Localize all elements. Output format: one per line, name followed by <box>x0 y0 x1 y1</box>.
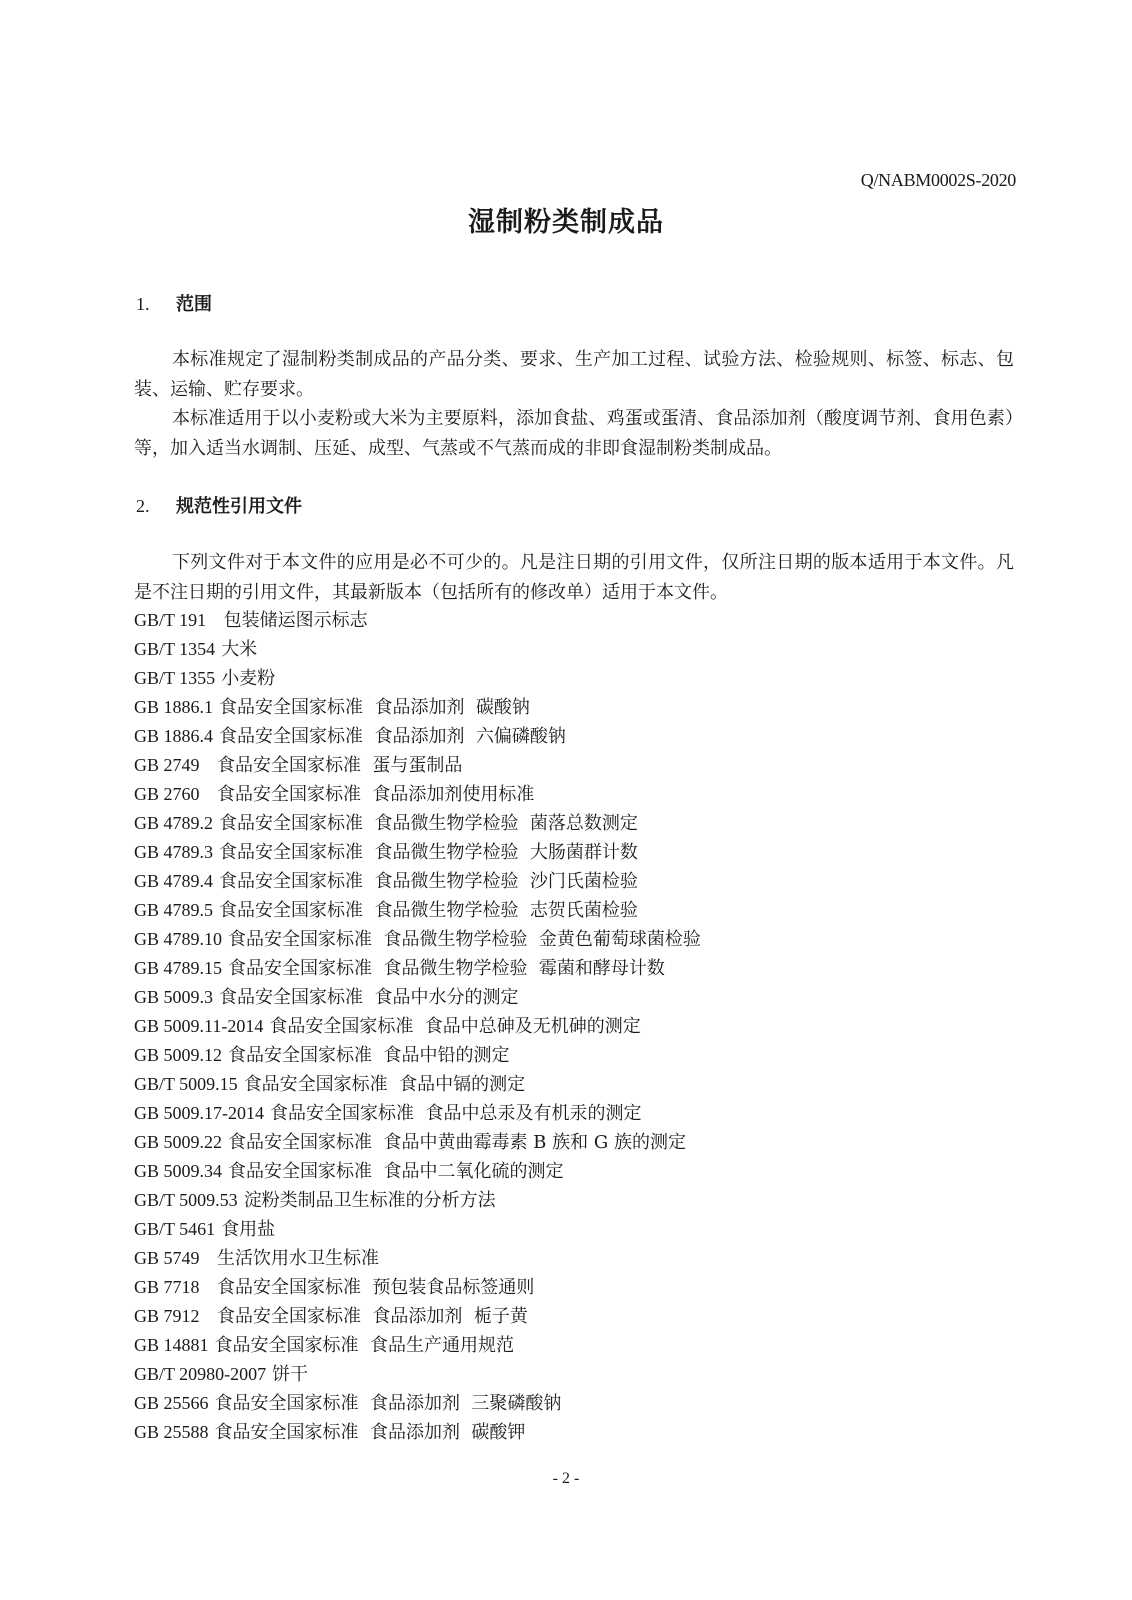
reference-item <box>134 1041 701 1070</box>
reference-code: GB 5009.17-2014 <box>134 1103 264 1123</box>
section-1-title: 范围 <box>176 294 212 315</box>
references-intro: 下列文件对于本文件的应用是必不可少的。凡是注日期的引用文件，仅所注日期的版本适用于本文件。凡是不注日期的引用文件，其最新版本（包括所有的修改单）适用于本文件。 <box>134 552 1014 603</box>
reference-title: 食品安全国家标准 食品中铅的测定 <box>228 1045 510 1066</box>
reference-code: GB 7718 <box>134 1277 200 1297</box>
reference-code: GB 4789.15 <box>134 958 223 978</box>
reference-title: 食品安全国家标准 食品添加剂使用标准 <box>205 784 535 805</box>
reference-code: GB 4789.2 <box>134 813 214 833</box>
reference-title: 大米 <box>221 639 258 660</box>
reference-title: 食品安全国家标准 食品微生物学检验 金黄色葡萄球菌检验 <box>228 929 701 950</box>
reference-item <box>134 896 701 925</box>
reference-item <box>134 1389 701 1418</box>
reference-title: 淀粉类制品卫生标准的分析方法 <box>243 1190 496 1211</box>
reference-title: 饼干 <box>272 1364 309 1385</box>
reference-item <box>134 1128 701 1157</box>
reference-title: 食品安全国家标准 蛋与蛋制品 <box>205 755 463 776</box>
reference-code: GB 5009.34 <box>134 1161 223 1181</box>
page-number: - 2 - <box>552 1470 580 1487</box>
reference-item <box>134 722 701 751</box>
reference-title: 食品安全国家标准 食品微生物学检验 霉菌和酵母计数 <box>228 958 665 979</box>
reference-code: GB 5009.11-2014 <box>134 1016 264 1036</box>
reference-code: GB/T 5009.53 <box>134 1190 238 1210</box>
section-2-heading <box>136 492 302 518</box>
reference-code: GB 5009.22 <box>134 1132 223 1152</box>
reference-code: GB/T 20980-2007 <box>134 1364 267 1384</box>
reference-item <box>134 983 701 1012</box>
section-1-heading <box>136 290 212 316</box>
reference-item <box>134 1157 701 1186</box>
reference-item <box>134 751 701 780</box>
reference-title: 包装储运图示标志 <box>212 610 368 631</box>
reference-code: GB 5009.12 <box>134 1045 223 1065</box>
standard-number: Q/NABM0002S-2020 <box>860 170 1016 190</box>
reference-title: 食品安全国家标准 食品中总汞及有机汞的测定 <box>270 1103 642 1124</box>
reference-item <box>134 780 701 809</box>
reference-code: GB 4789.5 <box>134 900 214 920</box>
scope-paragraph-1: 本标准规定了湿制粉类制成品的产品分类、要求、生产加工过程、试验方法、检验规则、标签、标志、包装、运输、贮存要求。 <box>134 349 1014 400</box>
reference-item <box>134 1186 701 1215</box>
reference-title: 食品安全国家标准 食品中总砷及无机砷的测定 <box>269 1016 641 1037</box>
reference-title: 食品安全国家标准 食品生产通用规范 <box>214 1335 514 1356</box>
reference-code: GB 5009.3 <box>134 987 214 1007</box>
reference-code: GB 25566 <box>134 1393 209 1413</box>
reference-item <box>134 1331 701 1360</box>
reference-title: 食品安全国家标准 食品添加剂 碳酸钾 <box>214 1422 526 1443</box>
reference-code: GB 4789.4 <box>134 871 214 891</box>
reference-title: 食品安全国家标准 预包装食品标签通则 <box>205 1277 535 1298</box>
reference-title: 食品安全国家标准 食品微生物学检验 菌落总数测定 <box>219 813 638 834</box>
reference-item <box>134 664 701 693</box>
reference-code: GB 2749 <box>134 755 200 775</box>
reference-title: 小麦粉 <box>221 668 276 689</box>
reference-code: GB/T 5461 <box>134 1219 216 1239</box>
reference-item <box>134 635 701 664</box>
reference-item <box>134 1302 701 1331</box>
section-2-title: 规范性引用文件 <box>176 496 302 517</box>
section-1-number: 1. <box>136 294 150 314</box>
reference-item <box>134 1215 701 1244</box>
reference-title: 食品安全国家标准 食品中二氧化硫的测定 <box>228 1161 564 1182</box>
reference-title: 生活饮用水卫生标准 <box>205 1248 379 1269</box>
document-title: 湿制粉类制成品 <box>468 207 664 238</box>
scope-paragraph-2: 本标准适用于以小麦粉或大米为主要原料，添加食盐、鸡蛋或蛋清、食品添加剂（酸度调节剂、食用色素）等，加入适当水调制、压延、成型、气蒸或不气蒸而成的非即食湿制粉类制成品。 <box>134 408 1014 459</box>
reference-list <box>134 606 701 1447</box>
reference-code: GB 5749 <box>134 1248 200 1268</box>
reference-item <box>134 838 701 867</box>
reference-item <box>134 693 701 722</box>
reference-title: 食品安全国家标准 食品中镉的测定 <box>243 1074 526 1095</box>
reference-item <box>134 1070 701 1099</box>
section-2-number: 2. <box>136 496 150 516</box>
reference-code: GB/T 5009.15 <box>134 1074 238 1094</box>
reference-item <box>134 606 701 635</box>
reference-title: 食品安全国家标准 食品微生物学检验 沙门氏菌检验 <box>219 871 638 892</box>
reference-code: GB/T 1355 <box>134 668 216 688</box>
reference-code: GB 4789.3 <box>134 842 214 862</box>
reference-title: 食用盐 <box>221 1219 276 1240</box>
reference-item <box>134 925 701 954</box>
reference-item <box>134 809 701 838</box>
reference-title: 食品安全国家标准 食品添加剂 碳酸钠 <box>219 697 530 718</box>
reference-title: 食品安全国家标准 食品微生物学检验 志贺氏菌检验 <box>219 900 638 921</box>
reference-code: GB 1886.4 <box>134 726 214 746</box>
reference-item <box>134 1244 701 1273</box>
reference-title: 食品安全国家标准 食品中水分的测定 <box>219 987 519 1008</box>
reference-code: GB 2760 <box>134 784 200 804</box>
reference-item <box>134 1099 701 1128</box>
reference-title: 食品安全国家标准 食品添加剂 三聚磷酸钠 <box>214 1393 562 1414</box>
reference-code: GB/T 1354 <box>134 639 216 659</box>
reference-item <box>134 954 701 983</box>
reference-title: 食品安全国家标准 食品微生物学检验 大肠菌群计数 <box>219 842 638 863</box>
reference-title: 食品安全国家标准 食品添加剂 栀子黄 <box>205 1306 528 1327</box>
reference-code: GB/T 191 <box>134 610 207 630</box>
reference-code: GB 1886.1 <box>134 697 214 717</box>
reference-code: GB 25588 <box>134 1422 209 1442</box>
reference-item <box>134 1012 701 1041</box>
reference-item <box>134 1273 701 1302</box>
reference-item <box>134 867 701 896</box>
reference-title: 食品安全国家标准 食品中黄曲霉毒素 B 族和 G 族的测定 <box>228 1132 686 1153</box>
reference-item <box>134 1418 701 1447</box>
reference-item <box>134 1360 701 1389</box>
reference-code: GB 7912 <box>134 1306 200 1326</box>
reference-code: GB 4789.10 <box>134 929 223 949</box>
reference-code: GB 14881 <box>134 1335 209 1355</box>
reference-title: 食品安全国家标准 食品添加剂 六偏磷酸钠 <box>219 726 566 747</box>
